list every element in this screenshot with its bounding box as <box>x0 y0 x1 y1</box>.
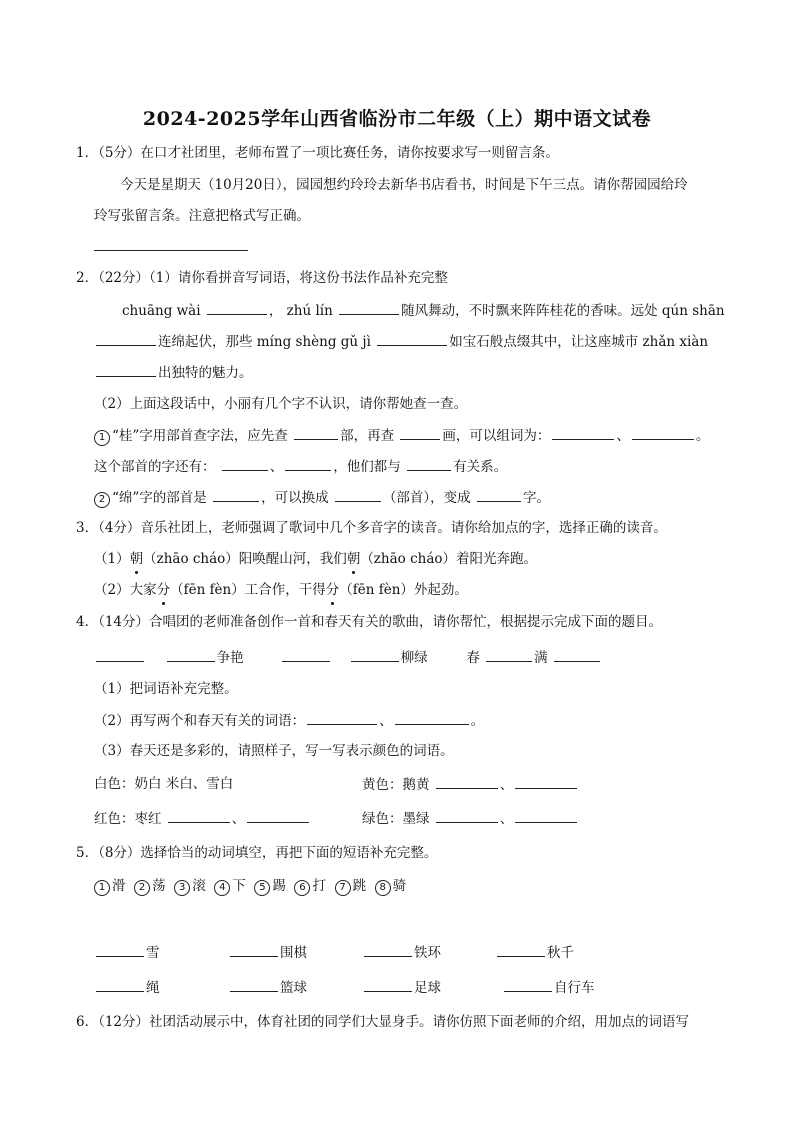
phrase-word: 铁环 <box>414 945 441 961</box>
question-stem: （4分）音乐社团上，老师强调了歌词中几个多音字的读音。请你给加点的字，选择正确的读音。 <box>98 520 667 536</box>
answer-blank[interactable] <box>307 710 377 725</box>
pinyin: qún shān <box>661 303 725 319</box>
circled-number: 5 <box>254 880 270 896</box>
dotted-char: 朝 <box>346 551 361 567</box>
option-word: 打 <box>312 878 326 894</box>
option <box>174 878 206 894</box>
item-text: （zhāo cháo）着阳光奔跑。 <box>360 551 538 567</box>
answer-blank[interactable] <box>552 425 614 440</box>
answer-blank[interactable] <box>364 942 412 957</box>
word: 春 <box>466 650 480 666</box>
item-text: 。 <box>695 428 710 444</box>
answer-blank[interactable] <box>230 977 278 992</box>
item-text: 部，再查 <box>340 428 395 444</box>
answer-blank[interactable] <box>222 456 268 471</box>
question-stem: （8分）选择恰当的动词填空，再把下面的短语补充完整。 <box>98 845 438 861</box>
pinyin: chuāng wài <box>122 303 201 319</box>
q1-passage-line-1: 今天是星期天（10月20日），园园想约玲玲去新华书店看书，时间是下午三点。请你帮园园给玲 <box>120 177 688 193</box>
item-text: （zhāo cháo）阳唤醒山河，我们 <box>143 551 347 567</box>
q5-phrase <box>94 942 160 963</box>
item-text: （部首），变成 <box>382 490 471 506</box>
question-1 <box>76 143 559 163</box>
answer-blank[interactable] <box>207 300 267 315</box>
q4-sub-3: （3）春天还是多彩的，请照样子，写一写表示颜色的词语。 <box>94 743 454 759</box>
answer-blank[interactable] <box>486 647 532 662</box>
q4-sub-1: （1）把词语补充完整。 <box>94 681 238 697</box>
item-text: 、 <box>499 777 514 793</box>
dotted-char: 分 <box>325 582 340 598</box>
question-5 <box>76 843 437 863</box>
item-text: 字。 <box>522 490 550 506</box>
question-3 <box>76 518 667 538</box>
circled-number: 4 <box>214 880 230 896</box>
item-text: （fēn fèn）外起劲。 <box>339 582 468 598</box>
q5-phrase <box>228 977 307 998</box>
option <box>335 878 367 894</box>
answer-blank[interactable] <box>554 647 600 662</box>
answer-blank[interactable] <box>407 456 451 471</box>
item-text: “桂”字用部首查字法，应先查 <box>112 428 288 444</box>
question-number: 6． <box>76 1014 99 1030</box>
answer-blank[interactable] <box>632 425 694 440</box>
item-text: 、 <box>616 428 630 444</box>
answer-blank[interactable] <box>167 647 215 662</box>
q2-pinyin-line-3 <box>94 362 253 383</box>
item-text: （fēn fèn）工合作，干得 <box>170 582 326 598</box>
q2-item-1-cont <box>94 456 507 477</box>
phrase-word: 足球 <box>414 980 441 996</box>
answer-blank[interactable] <box>436 774 498 789</box>
item-text: （1） <box>94 551 130 567</box>
phrase-word: 自行车 <box>554 980 595 996</box>
answer-blank[interactable] <box>351 647 399 662</box>
option-word: 跳 <box>352 878 367 894</box>
q5-options <box>94 876 406 896</box>
q5-phrase <box>362 942 441 963</box>
question-stem: （5分）在口才社团里，老师布置了一项比赛任务，请你按要求写一则留言条。 <box>98 145 559 161</box>
answer-blank[interactable] <box>96 977 144 992</box>
item-text: 、 <box>379 713 393 729</box>
q5-phrase <box>495 942 574 963</box>
q2-pinyin-line-2 <box>94 331 708 352</box>
passage-text: 出独特的魅力。 <box>158 365 253 381</box>
pinyin: míng shèng gǔ jì <box>256 334 371 350</box>
phrase-word: 围棋 <box>280 945 307 961</box>
page-title: 2024-2025学年山西省临汾市二年级（上）期中语文试卷 <box>142 108 652 130</box>
q4-sub-2 <box>94 710 484 731</box>
q2-item-1 <box>94 425 709 446</box>
circled-number: 1 <box>94 430 110 446</box>
answer-blank[interactable] <box>504 977 552 992</box>
q4-white: 白色：奶白 米白、雪白 <box>94 776 234 792</box>
answer-blank[interactable] <box>395 710 469 725</box>
option-word: 荡 <box>152 878 166 894</box>
circled-number: 2 <box>134 880 150 896</box>
item-text: 这个部首的字还有： <box>94 459 216 475</box>
pinyin: zhú lín <box>286 303 333 319</box>
phrase-word: 秋千 <box>547 945 574 961</box>
option <box>294 878 326 894</box>
option <box>134 878 166 894</box>
phrase-word: 篮球 <box>280 980 307 996</box>
question-number: 4． <box>76 614 99 630</box>
passage-text: 如宝石般点缀其中，让这座城市 <box>449 334 639 350</box>
question-number: 3． <box>76 520 99 536</box>
item-text: 画，可以组词为： <box>442 428 551 444</box>
item-text: （2）大家 <box>94 582 157 598</box>
dotted-char: 朝 <box>129 551 144 567</box>
answer-blank[interactable] <box>96 331 156 346</box>
option-word: 滑 <box>112 878 126 894</box>
answer-blank[interactable] <box>400 425 440 440</box>
word: 柳绿 <box>400 650 428 666</box>
circled-number: 6 <box>294 880 310 896</box>
answer-blank[interactable] <box>230 942 278 957</box>
q5-phrase <box>362 977 441 998</box>
answer-blank[interactable] <box>477 487 521 502</box>
q2-sub-2: （2）上面这段话中，小丽有几个字不认识，请你帮她查一查。 <box>94 396 468 412</box>
option <box>375 878 407 894</box>
question-number: 5． <box>76 845 99 861</box>
answer-blank[interactable] <box>96 942 144 957</box>
dotted-char: 分 <box>156 582 171 598</box>
option <box>214 878 246 894</box>
passage-text: 随风舞动，不时飘来阵阵桂花的香味。远处 <box>401 303 658 319</box>
question-stem: （14分）合唱团的老师准备创作一首和春天有关的歌曲，请你帮忙，根据提示完成下面的题目。 <box>98 614 663 630</box>
answer-blank[interactable] <box>497 942 545 957</box>
question-number: 2． <box>76 270 99 286</box>
q5-phrase <box>502 977 595 998</box>
option-word: 滚 <box>192 878 206 894</box>
option-word: 下 <box>232 878 246 894</box>
answer-blank[interactable] <box>247 808 309 823</box>
q2-item-2 <box>94 487 550 508</box>
option <box>254 878 286 894</box>
phrase-word: 雪 <box>146 945 160 961</box>
answer-blank[interactable] <box>285 456 331 471</box>
circled-number: 7 <box>335 880 351 896</box>
q4-green <box>362 808 579 829</box>
answer-blank[interactable] <box>515 774 577 789</box>
option-word: 踢 <box>272 878 286 894</box>
pinyin: zhǎn xiàn <box>642 334 709 350</box>
answer-blank[interactable] <box>96 362 156 377</box>
answer-blank[interactable] <box>213 487 259 502</box>
item-text: 、 <box>499 811 514 827</box>
word: 争艳 <box>216 650 244 666</box>
item-text: 黄色：鹅黄 <box>362 777 430 793</box>
question-4 <box>76 612 662 632</box>
answer-blank[interactable] <box>294 425 338 440</box>
answer-blank[interactable] <box>339 300 399 315</box>
question-stem: （22分）（1）请你看拼音写词语，将这份书法作品补充完整 <box>98 270 448 286</box>
circled-number: 3 <box>174 880 190 896</box>
q3-line-2 <box>94 580 468 600</box>
q2-pinyin-line-1: chuāng wài ， zhú lín 随风舞动，不时飘来阵阵桂花的香味。远处 qún shān <box>122 300 725 321</box>
question-2 <box>76 268 448 288</box>
item-text: 绿色：墨绿 <box>362 811 430 827</box>
circled-number: 2 <box>94 492 110 508</box>
item-text: “绵”字的部首是 <box>112 490 207 506</box>
answer-blank[interactable] <box>377 331 447 346</box>
item-text: 、 <box>231 811 246 827</box>
q1-answer-line[interactable] <box>94 250 248 251</box>
item-text: 。 <box>470 713 485 729</box>
passage-text: 连绵起伏，那些 <box>158 334 253 350</box>
q5-phrase <box>228 942 307 963</box>
answer-blank[interactable] <box>168 808 230 823</box>
item-text: ，可以换成 <box>261 490 329 506</box>
answer-blank[interactable] <box>515 808 577 823</box>
item-text: ，他们都与 <box>333 459 401 475</box>
item-text: 、 <box>269 459 284 475</box>
q5-phrase <box>94 977 160 998</box>
answer-blank[interactable] <box>96 647 144 662</box>
question-number: 1． <box>76 145 99 161</box>
question-stem: （12分）社团活动展示中，体育社团的同学们大显身手。请你仿照下面老师的介绍，用加点的词语写 <box>98 1014 690 1030</box>
q4-red <box>94 808 311 829</box>
circled-number: 8 <box>375 880 391 896</box>
answer-blank[interactable] <box>436 808 498 823</box>
question-6 <box>76 1012 689 1032</box>
option <box>94 878 126 894</box>
item-text: 红色：枣红 <box>94 811 162 827</box>
phrase-word: 绳 <box>146 980 160 996</box>
answer-blank[interactable] <box>335 487 381 502</box>
q4-yellow <box>362 774 579 795</box>
q3-line-1 <box>94 549 537 569</box>
answer-blank[interactable] <box>282 647 330 662</box>
q1-passage-line-2: 玲写张留言条。注意把格式写正确。 <box>94 208 310 224</box>
option-word: 骑 <box>392 878 407 894</box>
answer-blank[interactable] <box>364 977 412 992</box>
word: 满 <box>534 650 548 666</box>
item-text: （2）再写两个和春天有关的词语： <box>94 713 306 729</box>
q4-word-blanks <box>94 647 602 668</box>
item-text: 有关系。 <box>453 459 508 475</box>
circled-number: 1 <box>94 880 110 896</box>
